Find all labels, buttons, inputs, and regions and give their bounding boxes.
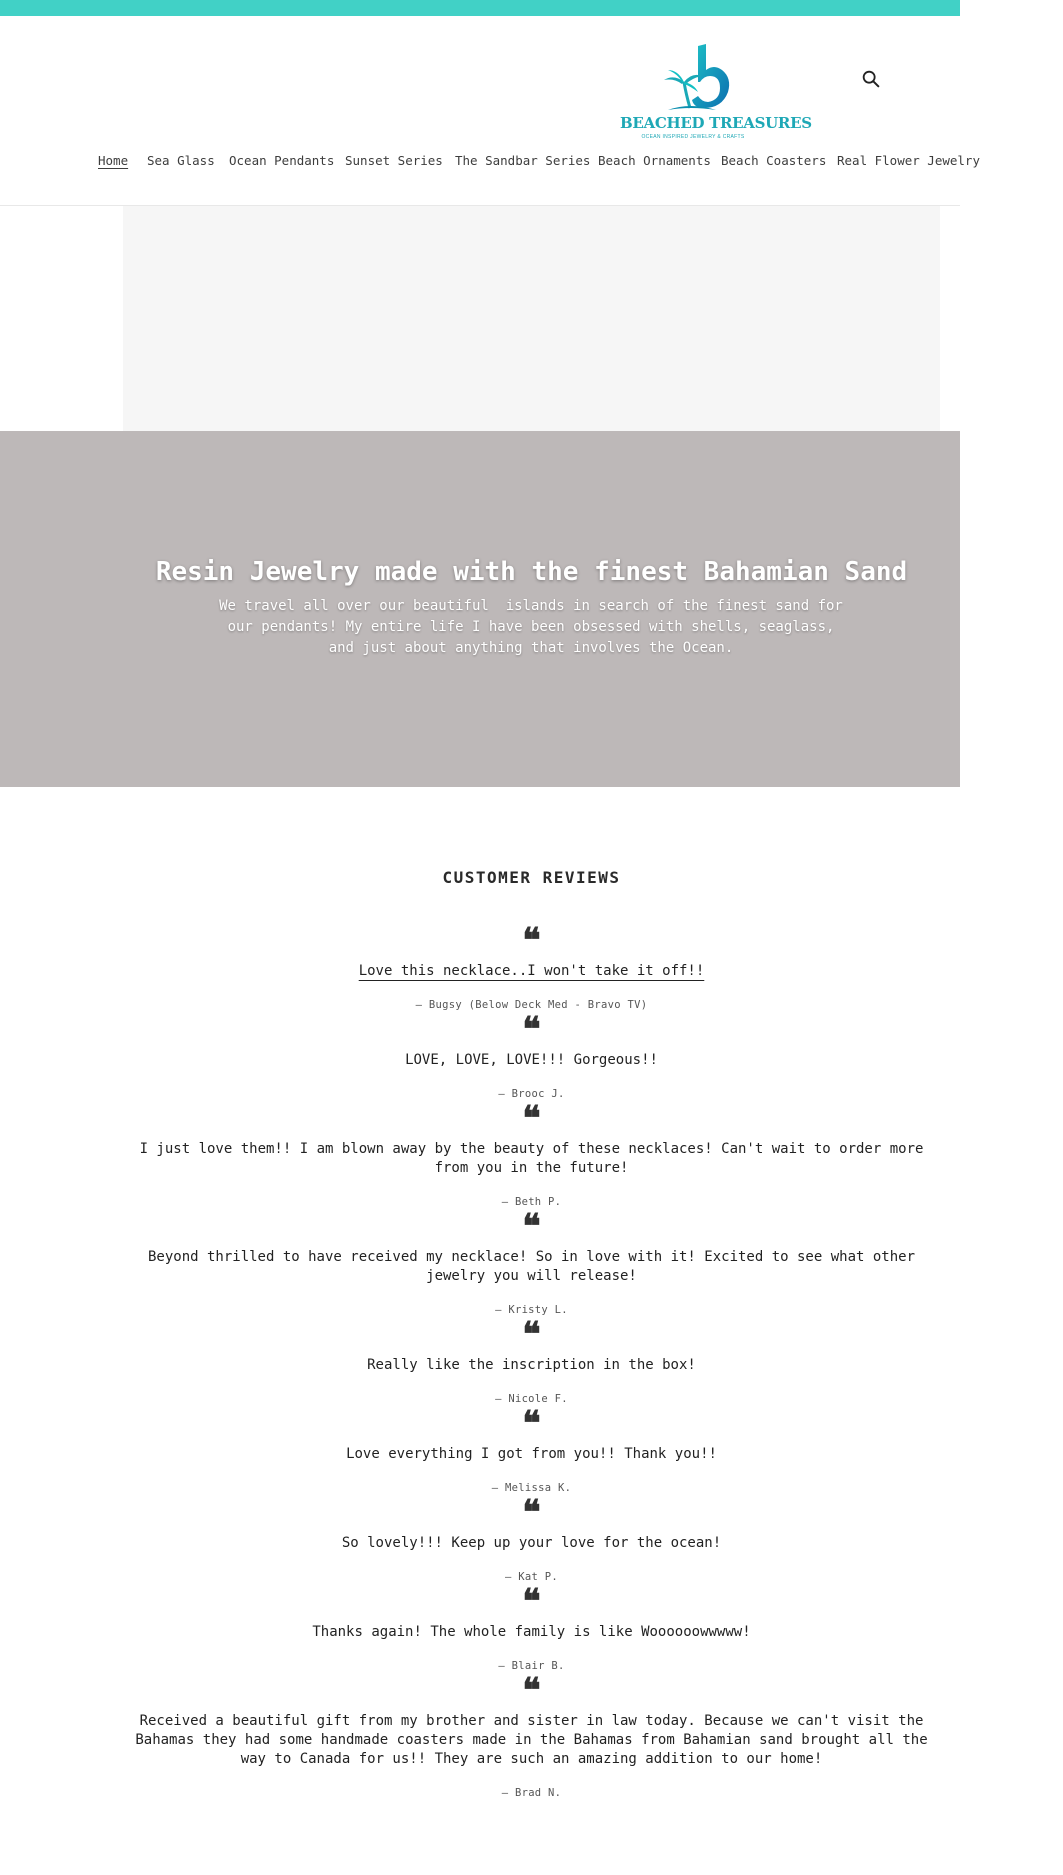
review-author: — Brooc J. [498,1088,565,1100]
review-author: — Kristy L. [495,1304,568,1316]
review-item [130,1315,933,1405]
review-text: Thanks again! The whole family is like Woooooowwwww! [312,1624,751,1640]
nav-item-real-flower-jewelry[interactable]: Real Flower Jewelry [837,153,980,168]
review-text: Really like the inscription in the box! [367,1357,696,1373]
reviews-heading: CUSTOMER REVIEWS [442,868,621,887]
main-nav [0,152,980,180]
review-item [130,1404,933,1494]
logo-title: BEACHED TREASURES [620,114,812,132]
review-author: — Nicole F. [495,1393,568,1405]
quote-icon: ❝ [522,1404,541,1444]
nav-item-sea-glass[interactable]: Sea Glass [147,153,215,168]
hero-banner [0,431,960,787]
review-item [130,1493,933,1583]
magnifier-icon [860,68,882,90]
image-placeholder [123,206,940,431]
review-text: Beyond thrilled to have received my necklace! So in love with it! Excited to see what other jewelry you will release! [147,1249,915,1284]
quote-icon: ❝ [522,1099,541,1139]
nav-item-home[interactable]: Home [98,153,129,168]
quote-icon: ❝ [522,1493,541,1533]
nav-item-beach-coasters[interactable]: Beach Coasters [721,153,827,168]
review-item [130,1010,933,1100]
review-item [130,1582,933,1672]
review-item [130,1099,933,1208]
palm-tree-logo-icon [620,40,766,118]
review-author: — Bugsy (Below Deck Med - Bravo TV) [415,999,648,1011]
review-text: Love everything I got from you!! Thank you!! [346,1446,717,1462]
review-author: — Beth P. [501,1196,562,1208]
review-author: — Melissa K. [491,1482,572,1494]
review-text[interactable]: Love this necklace..I won't take it off!! [358,963,705,979]
announcement-bar [0,0,960,16]
quote-icon: ❝ [522,1010,541,1050]
review-author: — Brad N. [501,1787,562,1799]
review-item [130,1207,933,1316]
review-text: I just love them!! I am blown away by the beauty of these necklaces! Can't wait to order more from you in the future! [139,1141,924,1176]
store-logo[interactable] [620,40,812,140]
customer-reviews-section [0,787,960,1875]
logo-tagline: OCEAN INSPIRED JEWELRY & CRAFTS [641,134,745,140]
quote-icon: ❝ [522,1671,541,1711]
nav-item-sandbar-series[interactable]: The Sandbar Series [455,153,591,168]
review-text: LOVE, LOVE, LOVE!!! Gorgeous!! [405,1052,658,1068]
review-text: Received a beautiful gift from my brother and sister in law today. Because we can't visit the Bahamas they had some handmade coasters made in the Bahamas from Bahamian sand brought all the way to Canada for us!! They are such an amazing addition to our home! [135,1713,928,1767]
hero-title: Resin Jewelry made with the finest Bahamian Sand [155,557,908,587]
review-author: — Kat P. [505,1571,558,1583]
nav-item-ocean-pendants[interactable]: Ocean Pendants [229,153,335,168]
site-header [0,16,980,206]
search-button[interactable] [860,68,884,92]
hero-text: We travel all over our beautiful islands in search of the finest sand for our pendants! My entire life I have been obsessed with shells, seaglass, and just about anything that involves the Ocean. [219,598,852,656]
quote-icon: ❝ [522,1582,541,1622]
quote-icon: ❝ [522,921,541,961]
nav-item-beach-ornaments[interactable]: Beach Ornaments [598,153,711,168]
review-item [130,1671,933,1799]
review-text: So lovely!!! Keep up your love for the ocean! [341,1535,722,1551]
review-item [130,921,933,1011]
nav-item-sunset-series[interactable]: Sunset Series [345,153,443,168]
quote-icon: ❝ [522,1207,541,1247]
quote-icon: ❝ [522,1315,541,1355]
review-author: — Blair B. [498,1660,565,1672]
